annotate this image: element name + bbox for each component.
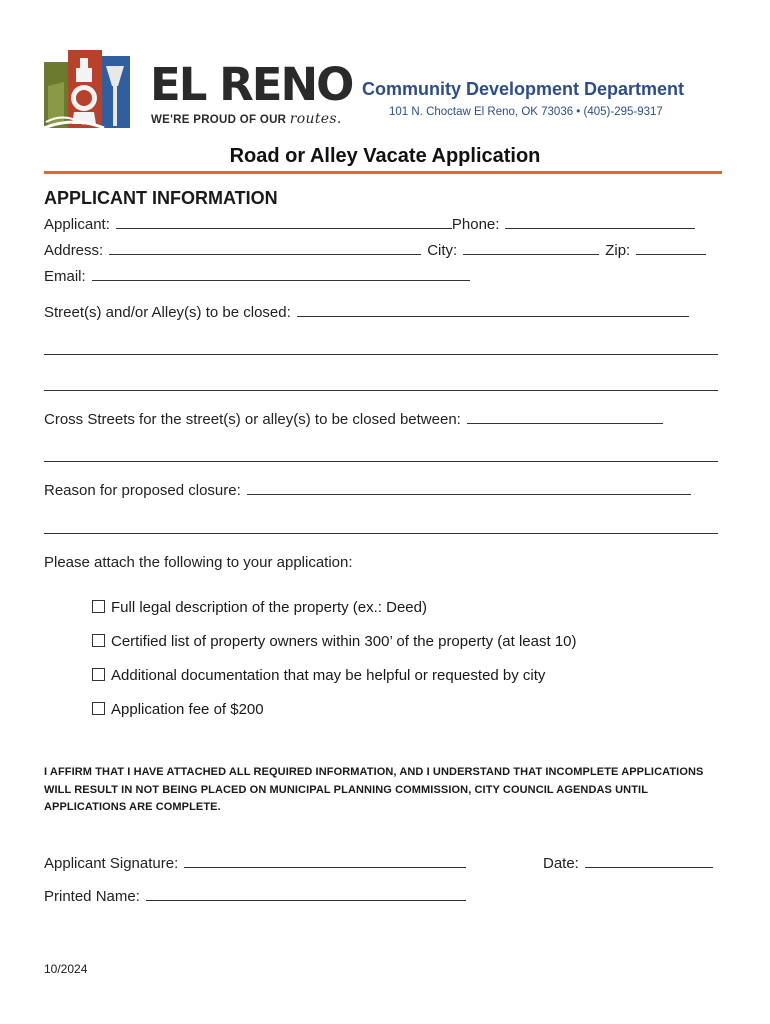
checkbox[interactable]	[92, 702, 105, 715]
streets-closed-line-2[interactable]	[44, 354, 718, 355]
section-heading: APPLICANT INFORMATION	[44, 188, 278, 208]
attachment-item	[92, 633, 577, 650]
reason-label: Reason for proposed closure:	[44, 482, 241, 499]
attachment-item	[92, 667, 545, 684]
streets-closed-row	[44, 304, 689, 321]
zip-input[interactable]	[636, 243, 706, 255]
streets-closed-input[interactable]	[297, 305, 689, 317]
signature-row	[44, 855, 466, 872]
attachment-label: Application fee of $200	[111, 701, 264, 718]
tagline-prefix: WE'RE PROUD OF OUR	[151, 114, 287, 126]
title-divider	[44, 171, 722, 174]
checkbox[interactable]	[92, 634, 105, 647]
city-input[interactable]	[463, 243, 599, 255]
applicant-input[interactable]	[116, 217, 452, 229]
el-reno-logo-icon	[44, 46, 134, 132]
date-label: Date:	[543, 855, 579, 872]
reason-input[interactable]	[247, 483, 691, 495]
checkbox[interactable]	[92, 600, 105, 613]
brand-tagline	[151, 111, 342, 127]
printed-name-input[interactable]	[146, 889, 466, 901]
reason-line-2[interactable]	[44, 533, 718, 534]
phone-input[interactable]	[505, 217, 695, 229]
attachment-label: Additional documentation that may be helpful or requested by city	[111, 667, 546, 684]
checkbox[interactable]	[92, 668, 105, 681]
address-row	[44, 242, 706, 259]
zip-label: Zip:	[605, 242, 631, 259]
attachment-label: Full legal description of the property (ex.: Deed)	[111, 599, 427, 616]
revision-date: 10/2024	[44, 962, 88, 976]
address-label: Address:	[44, 242, 104, 259]
attachment-label: Certified list of property owners within 300’ of the property (at least 10)	[111, 633, 577, 650]
cross-streets-line-2[interactable]	[44, 461, 718, 462]
cross-streets-label: Cross Streets for the street(s) or alley(s) to be closed between:	[44, 411, 461, 428]
applicant-row	[44, 216, 695, 233]
email-label: Email:	[44, 268, 86, 285]
printed-name-label: Printed Name:	[44, 888, 140, 905]
department-address: 101 N. Choctaw El Reno, OK 73036 • (405)-295-9317	[389, 106, 663, 118]
phone-label: Phone:	[451, 216, 500, 233]
city-label: City:	[427, 242, 458, 259]
affirmation-text: I AFFIRM THAT I HAVE ATTACHED ALL REQUIRED INFORMATION, AND I UNDERSTAND THAT INCOMPLETE APPLICATIONS WILL RESULT IN NOT BEING PLACED ON MUNICIPAL PLANNING COMMISSION, CITY COUNCIL AGENDAS UNTIL APPLICATIONS ARE COMPLETE.	[44, 766, 704, 813]
attachment-item	[92, 701, 264, 718]
attachments-intro: Please attach the following to your application:	[44, 554, 353, 571]
date-row	[543, 855, 713, 872]
streets-closed-label: Street(s) and/or Alley(s) to be closed:	[44, 304, 291, 321]
attachment-item	[92, 599, 427, 616]
date-input[interactable]	[585, 856, 713, 868]
brand-name: EL RENO	[150, 58, 353, 111]
signature-input[interactable]	[184, 856, 466, 868]
signature-label: Applicant Signature:	[44, 855, 179, 872]
email-input[interactable]	[92, 269, 470, 281]
printed-name-row	[44, 888, 466, 905]
department-name: Community Development Department	[362, 79, 685, 99]
document-title: Road or Alley Vacate Application	[229, 145, 541, 167]
tagline-script: routes.	[289, 111, 342, 127]
applicant-label: Applicant:	[44, 216, 110, 233]
cross-streets-input[interactable]	[467, 412, 663, 424]
reason-row	[44, 482, 691, 499]
streets-closed-line-3[interactable]	[44, 390, 718, 391]
cross-streets-row	[44, 411, 663, 428]
email-row	[44, 268, 470, 285]
address-input[interactable]	[109, 243, 421, 255]
